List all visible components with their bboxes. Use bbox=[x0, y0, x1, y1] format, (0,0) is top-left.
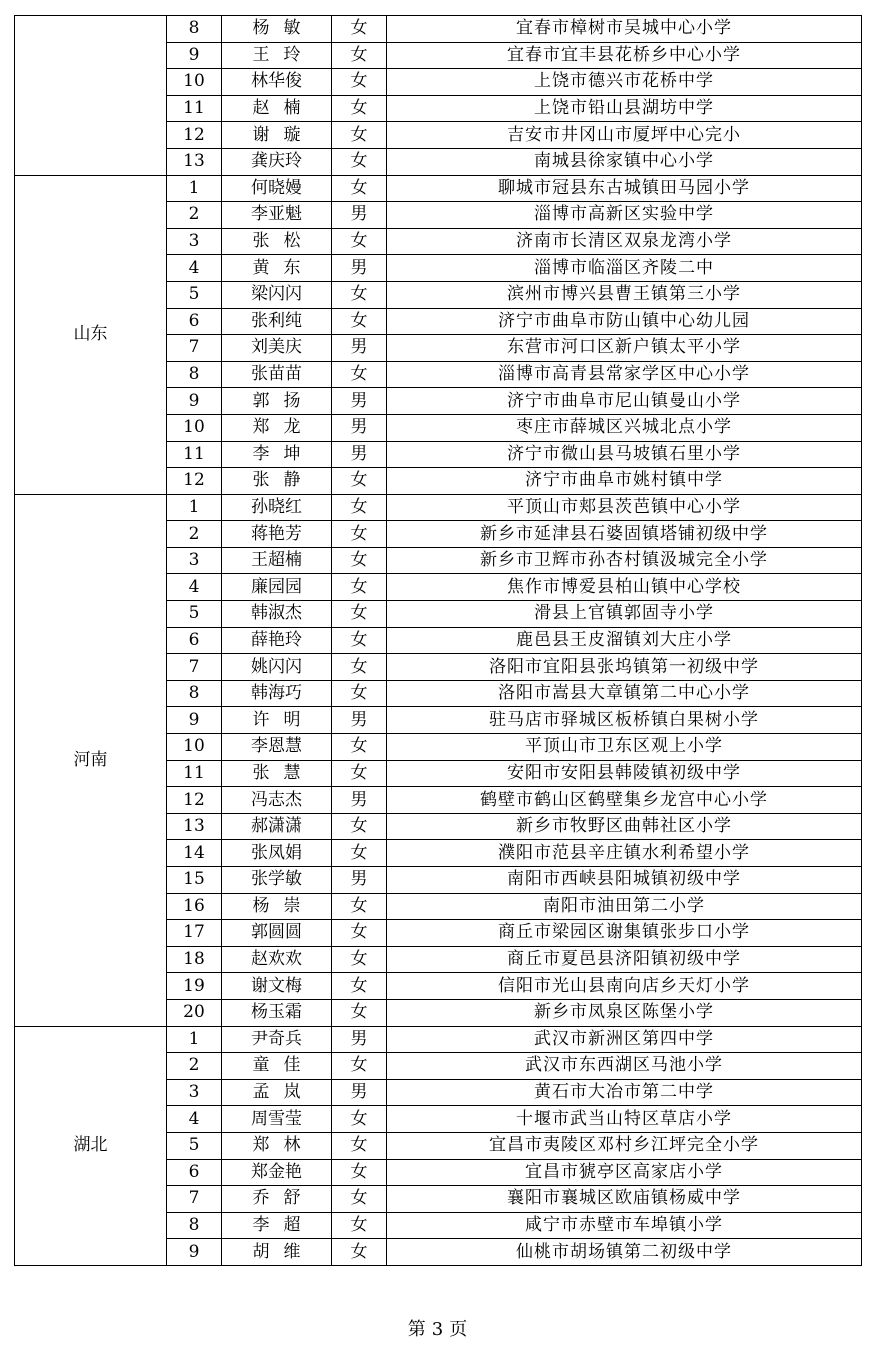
school-cell: 驻马店市驿城区板桥镇白果树小学 bbox=[387, 707, 862, 734]
number-cell: 16 bbox=[167, 893, 222, 920]
gender-cell: 女 bbox=[332, 361, 387, 388]
school-cell: 宜春市樟树市吴城中心小学 bbox=[387, 16, 862, 43]
gender-cell: 女 bbox=[332, 973, 387, 1000]
name-cell: 韩海巧 bbox=[222, 680, 332, 707]
name-cell: 李恩慧 bbox=[222, 734, 332, 761]
school-cell: 南阳市油田第二小学 bbox=[387, 893, 862, 920]
number-cell: 4 bbox=[167, 574, 222, 601]
gender-cell: 女 bbox=[332, 999, 387, 1026]
school-cell: 十堰市武当山特区草店小学 bbox=[387, 1106, 862, 1133]
name-cell: 郑金艳 bbox=[222, 1159, 332, 1186]
school-cell: 新乡市凤泉区陈堡小学 bbox=[387, 999, 862, 1026]
table-row bbox=[15, 1026, 862, 1053]
gender-cell: 女 bbox=[332, 1212, 387, 1239]
name-cell: 李坤 bbox=[222, 441, 332, 468]
name-cell: 胡维 bbox=[222, 1239, 332, 1266]
gender-cell: 女 bbox=[332, 1106, 387, 1133]
school-cell: 洛阳市嵩县大章镇第二中心小学 bbox=[387, 680, 862, 707]
name-cell: 韩淑杰 bbox=[222, 601, 332, 628]
gender-cell: 女 bbox=[332, 813, 387, 840]
gender-cell: 女 bbox=[332, 69, 387, 96]
number-cell: 12 bbox=[167, 787, 222, 814]
school-cell: 南阳市西峡县阳城镇初级中学 bbox=[387, 867, 862, 894]
number-cell: 20 bbox=[167, 999, 222, 1026]
number-cell: 7 bbox=[167, 335, 222, 362]
school-cell: 淄博市高青县常家学区中心小学 bbox=[387, 361, 862, 388]
gender-cell: 男 bbox=[332, 414, 387, 441]
school-cell: 咸宁市赤壁市车埠镇小学 bbox=[387, 1212, 862, 1239]
school-cell: 武汉市新洲区第四中学 bbox=[387, 1026, 862, 1053]
number-cell: 7 bbox=[167, 1186, 222, 1213]
gender-cell: 男 bbox=[332, 441, 387, 468]
school-cell: 平顶山市卫东区观上小学 bbox=[387, 734, 862, 761]
school-cell: 济宁市曲阜市防山镇中心幼儿园 bbox=[387, 308, 862, 335]
gender-cell: 女 bbox=[332, 1159, 387, 1186]
school-cell: 平顶山市郏县茨芭镇中心小学 bbox=[387, 494, 862, 521]
number-cell: 3 bbox=[167, 547, 222, 574]
number-cell: 6 bbox=[167, 308, 222, 335]
number-cell: 4 bbox=[167, 1106, 222, 1133]
number-cell: 2 bbox=[167, 202, 222, 229]
school-cell: 聊城市冠县东古城镇田马园小学 bbox=[387, 175, 862, 202]
number-cell: 8 bbox=[167, 16, 222, 43]
name-cell: 蒋艳芳 bbox=[222, 521, 332, 548]
school-cell: 濮阳市范县辛庄镇水利希望小学 bbox=[387, 840, 862, 867]
gender-cell: 女 bbox=[332, 920, 387, 947]
name-cell: 赵楠 bbox=[222, 95, 332, 122]
school-cell: 信阳市光山县南向店乡天灯小学 bbox=[387, 973, 862, 1000]
number-cell: 15 bbox=[167, 867, 222, 894]
number-cell: 9 bbox=[167, 388, 222, 415]
school-cell: 鹿邑县王皮溜镇刘大庄小学 bbox=[387, 627, 862, 654]
gender-cell: 女 bbox=[332, 680, 387, 707]
gender-cell: 男 bbox=[332, 255, 387, 282]
name-cell: 张学敏 bbox=[222, 867, 332, 894]
name-cell: 童佳 bbox=[222, 1053, 332, 1080]
gender-cell: 女 bbox=[332, 468, 387, 495]
name-cell: 张利纯 bbox=[222, 308, 332, 335]
number-cell: 19 bbox=[167, 973, 222, 1000]
gender-cell: 女 bbox=[332, 1053, 387, 1080]
number-cell: 8 bbox=[167, 1212, 222, 1239]
gender-cell: 男 bbox=[332, 202, 387, 229]
gender-cell: 女 bbox=[332, 1239, 387, 1266]
page-footer bbox=[0, 1319, 875, 1341]
name-cell: 郑林 bbox=[222, 1132, 332, 1159]
name-cell: 周雪莹 bbox=[222, 1106, 332, 1133]
school-cell: 仙桃市胡场镇第二初级中学 bbox=[387, 1239, 862, 1266]
number-cell: 7 bbox=[167, 654, 222, 681]
name-cell: 许明 bbox=[222, 707, 332, 734]
roster-table bbox=[14, 15, 862, 1266]
name-cell: 冯志杰 bbox=[222, 787, 332, 814]
name-cell: 尹奇兵 bbox=[222, 1026, 332, 1053]
name-cell: 郑龙 bbox=[222, 414, 332, 441]
number-cell: 13 bbox=[167, 813, 222, 840]
name-cell: 杨敏 bbox=[222, 16, 332, 43]
number-cell: 11 bbox=[167, 760, 222, 787]
school-cell: 黄石市大冶市第二中学 bbox=[387, 1079, 862, 1106]
name-cell: 赵欢欢 bbox=[222, 946, 332, 973]
number-cell: 9 bbox=[167, 1239, 222, 1266]
number-cell: 11 bbox=[167, 441, 222, 468]
school-cell: 焦作市博爱县柏山镇中心学校 bbox=[387, 574, 862, 601]
school-cell: 新乡市卫辉市孙杏村镇汲城完全小学 bbox=[387, 547, 862, 574]
name-cell: 杨玉霜 bbox=[222, 999, 332, 1026]
number-cell: 1 bbox=[167, 494, 222, 521]
table-row bbox=[15, 494, 862, 521]
school-cell: 宜昌市猇亭区高家店小学 bbox=[387, 1159, 862, 1186]
gender-cell: 女 bbox=[332, 308, 387, 335]
gender-cell: 男 bbox=[332, 388, 387, 415]
province-cell: 河南 bbox=[15, 494, 167, 1026]
school-cell: 淄博市临淄区齐陵二中 bbox=[387, 255, 862, 282]
gender-cell: 女 bbox=[332, 175, 387, 202]
gender-cell: 男 bbox=[332, 1079, 387, 1106]
name-cell: 李亚魁 bbox=[222, 202, 332, 229]
number-cell: 8 bbox=[167, 680, 222, 707]
name-cell: 杨崇 bbox=[222, 893, 332, 920]
number-cell: 12 bbox=[167, 468, 222, 495]
school-cell: 淄博市高新区实验中学 bbox=[387, 202, 862, 229]
gender-cell: 男 bbox=[332, 707, 387, 734]
name-cell: 王超楠 bbox=[222, 547, 332, 574]
school-cell: 洛阳市宜阳县张坞镇第一初级中学 bbox=[387, 654, 862, 681]
school-cell: 滨州市博兴县曹王镇第三小学 bbox=[387, 281, 862, 308]
province-cell: 山东 bbox=[15, 175, 167, 494]
gender-cell: 男 bbox=[332, 867, 387, 894]
name-cell: 黄东 bbox=[222, 255, 332, 282]
number-cell: 11 bbox=[167, 95, 222, 122]
gender-cell: 女 bbox=[332, 521, 387, 548]
number-cell: 10 bbox=[167, 414, 222, 441]
number-cell: 9 bbox=[167, 707, 222, 734]
school-cell: 鹤壁市鹤山区鹤壁集乡龙宫中心小学 bbox=[387, 787, 862, 814]
number-cell: 1 bbox=[167, 1026, 222, 1053]
number-cell: 17 bbox=[167, 920, 222, 947]
name-cell: 郭圆圆 bbox=[222, 920, 332, 947]
gender-cell: 女 bbox=[332, 281, 387, 308]
gender-cell: 女 bbox=[332, 16, 387, 43]
name-cell: 孙晓红 bbox=[222, 494, 332, 521]
gender-cell: 女 bbox=[332, 893, 387, 920]
school-cell: 枣庄市薛城区兴城北点小学 bbox=[387, 414, 862, 441]
province-cell bbox=[15, 16, 167, 176]
number-cell: 12 bbox=[167, 122, 222, 149]
name-cell: 廉园园 bbox=[222, 574, 332, 601]
gender-cell: 女 bbox=[332, 760, 387, 787]
name-cell: 梁闪闪 bbox=[222, 281, 332, 308]
gender-cell: 女 bbox=[332, 1186, 387, 1213]
gender-cell: 男 bbox=[332, 1026, 387, 1053]
name-cell: 张凤娟 bbox=[222, 840, 332, 867]
number-cell: 14 bbox=[167, 840, 222, 867]
number-cell: 10 bbox=[167, 734, 222, 761]
gender-cell: 女 bbox=[332, 1132, 387, 1159]
school-cell: 上饶市德兴市花桥中学 bbox=[387, 69, 862, 96]
gender-cell: 女 bbox=[332, 547, 387, 574]
name-cell: 薛艳玲 bbox=[222, 627, 332, 654]
school-cell: 吉安市井冈山市厦坪中心完小 bbox=[387, 122, 862, 149]
gender-cell: 女 bbox=[332, 734, 387, 761]
number-cell: 5 bbox=[167, 601, 222, 628]
school-cell: 襄阳市襄城区欧庙镇杨威中学 bbox=[387, 1186, 862, 1213]
school-cell: 济宁市曲阜市尼山镇曼山小学 bbox=[387, 388, 862, 415]
roster-body bbox=[15, 16, 862, 1266]
name-cell: 何晓嫚 bbox=[222, 175, 332, 202]
name-cell: 郭扬 bbox=[222, 388, 332, 415]
gender-cell: 女 bbox=[332, 122, 387, 149]
name-cell: 乔舒 bbox=[222, 1186, 332, 1213]
gender-cell: 女 bbox=[332, 574, 387, 601]
number-cell: 1 bbox=[167, 175, 222, 202]
school-cell: 南城县徐家镇中心小学 bbox=[387, 148, 862, 175]
name-cell: 李超 bbox=[222, 1212, 332, 1239]
gender-cell: 男 bbox=[332, 335, 387, 362]
school-cell: 商丘市夏邑县济阳镇初级中学 bbox=[387, 946, 862, 973]
school-cell: 商丘市梁园区谢集镇张步口小学 bbox=[387, 920, 862, 947]
gender-cell: 女 bbox=[332, 601, 387, 628]
number-cell: 3 bbox=[167, 228, 222, 255]
name-cell: 张苗苗 bbox=[222, 361, 332, 388]
school-cell: 武汉市东西湖区马池小学 bbox=[387, 1053, 862, 1080]
gender-cell: 女 bbox=[332, 946, 387, 973]
number-cell: 2 bbox=[167, 1053, 222, 1080]
name-cell: 龚庆玲 bbox=[222, 148, 332, 175]
number-cell: 9 bbox=[167, 42, 222, 69]
name-cell: 谢文梅 bbox=[222, 973, 332, 1000]
name-cell: 王玲 bbox=[222, 42, 332, 69]
number-cell: 4 bbox=[167, 255, 222, 282]
school-cell: 济宁市微山县马坡镇石里小学 bbox=[387, 441, 862, 468]
table-row bbox=[15, 16, 862, 43]
name-cell: 张静 bbox=[222, 468, 332, 495]
table-row bbox=[15, 175, 862, 202]
school-cell: 济南市长清区双泉龙湾小学 bbox=[387, 228, 862, 255]
name-cell: 孟岚 bbox=[222, 1079, 332, 1106]
name-cell: 谢璇 bbox=[222, 122, 332, 149]
gender-cell: 女 bbox=[332, 42, 387, 69]
name-cell: 张慧 bbox=[222, 760, 332, 787]
gender-cell: 女 bbox=[332, 654, 387, 681]
gender-cell: 女 bbox=[332, 148, 387, 175]
school-cell: 安阳市安阳县韩陵镇初级中学 bbox=[387, 760, 862, 787]
number-cell: 6 bbox=[167, 627, 222, 654]
province-cell: 湖北 bbox=[15, 1026, 167, 1265]
number-cell: 3 bbox=[167, 1079, 222, 1106]
number-cell: 13 bbox=[167, 148, 222, 175]
gender-cell: 女 bbox=[332, 228, 387, 255]
number-cell: 2 bbox=[167, 521, 222, 548]
number-cell: 6 bbox=[167, 1159, 222, 1186]
school-cell: 新乡市牧野区曲韩社区小学 bbox=[387, 813, 862, 840]
page-number: 3 bbox=[431, 1319, 444, 1340]
name-cell: 林华俊 bbox=[222, 69, 332, 96]
page-footer-prefix: 第 bbox=[407, 1319, 426, 1340]
number-cell: 5 bbox=[167, 1132, 222, 1159]
school-cell: 东营市河口区新户镇太平小学 bbox=[387, 335, 862, 362]
number-cell: 10 bbox=[167, 69, 222, 96]
name-cell: 张松 bbox=[222, 228, 332, 255]
school-cell: 上饶市铅山县湖坊中学 bbox=[387, 95, 862, 122]
name-cell: 姚闪闪 bbox=[222, 654, 332, 681]
number-cell: 5 bbox=[167, 281, 222, 308]
school-cell: 济宁市曲阜市姚村镇中学 bbox=[387, 468, 862, 495]
school-cell: 宜昌市夷陵区邓村乡江坪完全小学 bbox=[387, 1132, 862, 1159]
gender-cell: 女 bbox=[332, 627, 387, 654]
page-footer-suffix: 页 bbox=[449, 1319, 468, 1340]
name-cell: 郝潇潇 bbox=[222, 813, 332, 840]
gender-cell: 女 bbox=[332, 840, 387, 867]
number-cell: 8 bbox=[167, 361, 222, 388]
school-cell: 宜春市宜丰县花桥乡中心小学 bbox=[387, 42, 862, 69]
name-cell: 刘美庆 bbox=[222, 335, 332, 362]
number-cell: 18 bbox=[167, 946, 222, 973]
school-cell: 滑县上官镇郭固寺小学 bbox=[387, 601, 862, 628]
school-cell: 新乡市延津县石婆固镇塔铺初级中学 bbox=[387, 521, 862, 548]
gender-cell: 女 bbox=[332, 494, 387, 521]
gender-cell: 男 bbox=[332, 787, 387, 814]
gender-cell: 女 bbox=[332, 95, 387, 122]
